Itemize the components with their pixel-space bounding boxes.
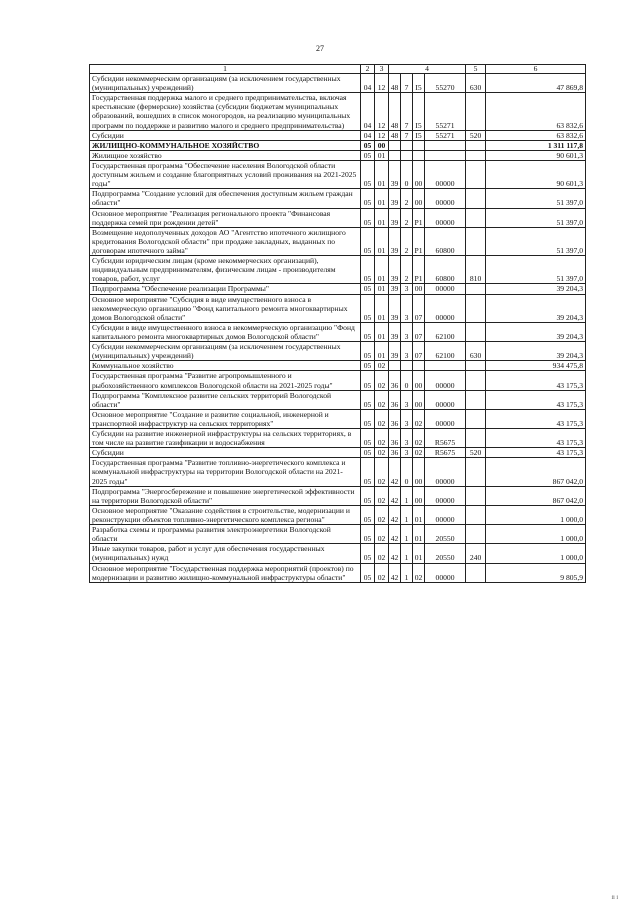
direction-code: 55270 [425,74,466,93]
section-code: 05 [361,284,375,294]
subsection-code: 01 [375,294,389,322]
event-code [413,150,425,160]
event-code: 07 [413,294,425,322]
table-row [90,371,586,390]
subprogram-code: 3 [401,322,413,341]
section-code: 05 [361,486,375,505]
subprogram-code: 3 [401,429,413,448]
expense-type-code: 810 [466,256,486,284]
event-code: 01 [413,505,425,524]
expense-type-code [466,150,486,160]
section-code: 05 [361,294,375,322]
subsection-code: 00 [375,140,389,150]
expense-type-code [466,505,486,524]
program-code: 36 [389,371,401,390]
row-name: Коммунальное хозяйство [90,361,361,371]
row-name: Субсидии некоммерческим организациям (за исключением государственных (муниципальных) учреждений) [90,74,361,93]
subprogram-code: 7 [401,130,413,140]
table-row [90,150,586,160]
subsection-code: 02 [375,544,389,563]
section-code: 05 [361,429,375,448]
program-code: 42 [389,525,401,544]
event-code: 07 [413,322,425,341]
subprogram-code: 3 [401,448,413,458]
row-name: Возмещение недополученных доходов АО "Агентство ипотечного жилищного кредитования Вологодской области" при продаже закладных, выданных по договорам ипотечного займа" [90,227,361,255]
program-code: 36 [389,429,401,448]
section-code: 05 [361,544,375,563]
subprogram-code: 0 [401,458,413,486]
table-row [90,458,586,486]
subsection-code: 02 [375,525,389,544]
subsection-code: 02 [375,563,389,582]
row-name: ЖИЛИЩНО-КОММУНАЛЬНОЕ ХОЗЯЙСТВО [90,140,361,150]
event-code: 02 [413,429,425,448]
program-code: 48 [389,74,401,93]
expense-type-code [466,371,486,390]
program-code: 39 [389,227,401,255]
row-name: Государственная программа "Развитие агропромышленного и рыбохозяйственного комплексов Вологодской области на 2021-2025 годы" [90,371,361,390]
amount: 51 397,0 [486,189,586,208]
program-code: 39 [389,322,401,341]
event-code: I5 [413,93,425,130]
expense-type-code [466,525,486,544]
amount: 90 601,3 [486,160,586,188]
amount: 1 000,0 [486,544,586,563]
amount: 51 397,0 [486,208,586,227]
header-col-2: 2 [361,65,375,74]
expense-type-code: 630 [466,342,486,361]
event-code: 00 [413,160,425,188]
direction-code: 00000 [425,505,466,524]
expense-type-code [466,208,486,227]
row-name: Субсидии некоммерческим организациям (за исключением государственных (муниципальных) учреждений) [90,342,361,361]
expense-type-code [466,390,486,409]
subsection-code: 12 [375,130,389,140]
table-header-row [90,65,586,74]
program-code: 36 [389,409,401,428]
subprogram-code: 1 [401,525,413,544]
direction-code: 00000 [425,458,466,486]
row-name: Иные закупки товаров, работ и услуг для обеспечения государственных (муниципальных) нужд [90,544,361,563]
direction-code: 00000 [425,189,466,208]
table-row [90,93,586,130]
amount: 43 175,3 [486,390,586,409]
subsection-code: 01 [375,256,389,284]
subsection-code: 01 [375,227,389,255]
program-code: 39 [389,208,401,227]
direction-code: 62100 [425,342,466,361]
expense-type-code: 520 [466,130,486,140]
subprogram-code: 3 [401,390,413,409]
program-code: 42 [389,505,401,524]
subprogram-code: 1 [401,563,413,582]
amount: 867 042,0 [486,458,586,486]
event-code: 00 [413,390,425,409]
direction-code: 55271 [425,93,466,130]
event-code: 00 [413,458,425,486]
event-code: 00 [413,284,425,294]
expense-type-code [466,294,486,322]
event-code: P1 [413,227,425,255]
direction-code: 00000 [425,390,466,409]
expense-type-code [466,140,486,150]
subprogram-code [401,150,413,160]
header-col-4: 4 [389,65,466,74]
event-code [413,361,425,371]
expense-type-code [466,486,486,505]
subsection-code: 02 [375,371,389,390]
section-code: 05 [361,150,375,160]
direction-code: R5675 [425,429,466,448]
amount: 51 397,0 [486,227,586,255]
table-row [90,525,586,544]
direction-code [425,150,466,160]
amount: 39 204,3 [486,342,586,361]
table-row [90,544,586,563]
table-row [90,189,586,208]
subprogram-code [401,140,413,150]
program-code: 42 [389,486,401,505]
direction-code: 60800 [425,256,466,284]
amount: 39 204,3 [486,322,586,341]
section-code: 05 [361,189,375,208]
row-name: Основное мероприятие "Субсидия в виде имущественного взноса в некоммерческую организацию "Фонд капитального ремонта многоквартирных домов Вологодской области" [90,294,361,322]
subsection-code: 01 [375,160,389,188]
subsection-code: 02 [375,361,389,371]
section-code: 05 [361,140,375,150]
event-code: 02 [413,448,425,458]
direction-code: 00000 [425,371,466,390]
table-row [90,322,586,341]
subprogram-code: 3 [401,342,413,361]
subprogram-code: 3 [401,294,413,322]
program-code: 39 [389,284,401,294]
event-code: I5 [413,130,425,140]
expense-type-code: 520 [466,448,486,458]
event-code: I5 [413,74,425,93]
subsection-code: 02 [375,448,389,458]
section-code: 05 [361,322,375,341]
header-col-6: 6 [486,65,586,74]
table-row [90,74,586,93]
subprogram-code: 3 [401,284,413,294]
subsection-code: 02 [375,505,389,524]
expense-type-code [466,160,486,188]
table-row [90,342,586,361]
expense-type-code [466,227,486,255]
program-code: 42 [389,544,401,563]
section-code: 05 [361,342,375,361]
program-code: 39 [389,342,401,361]
subprogram-code: 3 [401,409,413,428]
table-row [90,227,586,255]
event-code: 00 [413,486,425,505]
amount: 63 832,6 [486,130,586,140]
row-name: Подпрограмма "Энергосбережение и повышение энергетической эффективности на территории Вологодской области" [90,486,361,505]
section-code: 05 [361,525,375,544]
row-name: Государственная программа "Развитие топливно-энергетического комплекса и коммунальной инфраструктуры на территории Вологодской области на 2021-2025 годы" [90,458,361,486]
amount: 1 000,0 [486,505,586,524]
table-row [90,256,586,284]
direction-code: 00000 [425,486,466,505]
event-code: P1 [413,256,425,284]
row-name: Подпрограмма "Комплексное развитие сельских территорий Вологодской области" [90,390,361,409]
section-code: 05 [361,227,375,255]
amount: 39 204,3 [486,284,586,294]
direction-code: 20550 [425,544,466,563]
event-code: 00 [413,189,425,208]
direction-code: R5675 [425,448,466,458]
subsection-code: 01 [375,322,389,341]
row-name: Субсидии [90,448,361,458]
table-row [90,505,586,524]
direction-code: 62100 [425,322,466,341]
event-code: 01 [413,525,425,544]
amount: 39 204,3 [486,294,586,322]
row-name: Подпрограмма "Создание условий для обеспечения доступным жильем граждан области" [90,189,361,208]
amount: 43 175,3 [486,409,586,428]
table-row [90,409,586,428]
table-row [90,563,586,582]
row-name: Основное мероприятие "Создание и развитие социальной, инженерной и транспортной инфраструктур на сельских территориях" [90,409,361,428]
section-code: 05 [361,160,375,188]
program-code: 36 [389,390,401,409]
subprogram-code: 2 [401,189,413,208]
row-name: Субсидии [90,130,361,140]
section-code: 05 [361,505,375,524]
subsection-code: 02 [375,429,389,448]
expense-type-code [466,361,486,371]
budget-table [89,64,586,583]
program-code [389,361,401,371]
table-row [90,486,586,505]
direction-code: 55271 [425,130,466,140]
row-name: Подпрограмма "Обеспечение реализации Программы" [90,284,361,294]
amount: 90 601,3 [486,150,586,160]
row-name: Разработка схемы и программы развития электроэнергетики Вологодской области [90,525,361,544]
subprogram-code: 7 [401,74,413,93]
subsection-code: 01 [375,150,389,160]
subsection-code: 12 [375,93,389,130]
direction-code [425,361,466,371]
subsection-code: 02 [375,486,389,505]
program-code: 42 [389,563,401,582]
table-row [90,429,586,448]
section-code: 05 [361,563,375,582]
row-name: Субсидии в виде имущественного взноса в некоммерческую организацию "Фонд капитального ремонта многоквартирных домов Вологодской области" [90,322,361,341]
section-code: 05 [361,458,375,486]
section-code: 05 [361,256,375,284]
direction-code: 60800 [425,227,466,255]
amount: 1 000,0 [486,525,586,544]
row-name: Основное мероприятие "Государственная поддержка мероприятий (проектов) по модернизации и развитию жилищно-коммунальной инфраструктуры области" [90,563,361,582]
expense-type-code [466,429,486,448]
direction-code: 00000 [425,284,466,294]
subprogram-code: 2 [401,208,413,227]
subsection-code: 02 [375,409,389,428]
direction-code: 20550 [425,525,466,544]
subsection-code: 01 [375,284,389,294]
program-code: 39 [389,160,401,188]
table-row [90,361,586,371]
event-code [413,140,425,150]
section-code: 05 [361,361,375,371]
event-code: P1 [413,208,425,227]
program-code [389,150,401,160]
row-name: Субсидии на развитие инженерной инфраструктуры на сельских территориях, в том числе на развитие газификации и водоснабжения [90,429,361,448]
subprogram-code: 7 [401,93,413,130]
expense-type-code [466,458,486,486]
event-code: 02 [413,409,425,428]
header-col-1: 1 [90,65,361,74]
subsection-code: 02 [375,458,389,486]
footer-mark: ii i [611,895,618,901]
subprogram-code: 0 [401,371,413,390]
program-code: 36 [389,448,401,458]
direction-code: 00000 [425,294,466,322]
section-code: 05 [361,448,375,458]
direction-code: 00000 [425,160,466,188]
section-code: 04 [361,130,375,140]
subprogram-code: 1 [401,486,413,505]
subprogram-code: 2 [401,256,413,284]
amount: 43 175,3 [486,429,586,448]
expense-type-code [466,409,486,428]
expense-type-code [466,322,486,341]
amount: 1 311 117,8 [486,140,586,150]
event-code: 07 [413,342,425,361]
table-row [90,294,586,322]
subsection-code: 12 [375,74,389,93]
expense-type-code [466,284,486,294]
subprogram-code: 1 [401,505,413,524]
row-name: Субсидии юридическим лицам (кроме некоммерческих организаций), индивидуальным предпринимателям, физическим лицам - производителям товаров, работ, услуг [90,256,361,284]
subprogram-code: 2 [401,227,413,255]
table-row [90,208,586,227]
expense-type-code: 630 [466,74,486,93]
amount: 43 175,3 [486,448,586,458]
event-code: 00 [413,371,425,390]
subsection-code: 01 [375,342,389,361]
section-code: 05 [361,371,375,390]
amount: 934 475,8 [486,361,586,371]
table-row [90,390,586,409]
program-code: 48 [389,130,401,140]
amount: 51 397,0 [486,256,586,284]
expense-type-code [466,189,486,208]
direction-code [425,140,466,150]
direction-code: 00000 [425,409,466,428]
section-code: 05 [361,390,375,409]
subprogram-code: 1 [401,544,413,563]
table-row [90,284,586,294]
amount: 43 175,3 [486,371,586,390]
direction-code: 00000 [425,563,466,582]
table-row [90,160,586,188]
row-name: Государственная программа "Обеспечение населения Вологодской области доступным жильем и создание благоприятных условий проживания на 2021-2025 годы" [90,160,361,188]
amount: 47 869,8 [486,74,586,93]
expense-type-code: 240 [466,544,486,563]
event-code: 01 [413,544,425,563]
subprogram-code [401,361,413,371]
subprogram-code: 0 [401,160,413,188]
header-col-5: 5 [466,65,486,74]
row-name: Основное мероприятие "Оказание содействия в строительстве, модернизации и реконструкции объектов топливно-энергетического комплекса региона" [90,505,361,524]
row-name: Государственная поддержка малого и среднего предпринимательства, включая крестьянские (фермерские) хозяйства (субсидии бюджетам муниципальных образований, вошедших в список моногородов, на реализацию муниципальных программ по поддержке и развитию малого и среднего предпринимательства) [90,93,361,130]
header-col-3: 3 [375,65,389,74]
amount: 9 805,9 [486,563,586,582]
section-code: 04 [361,74,375,93]
section-code: 05 [361,208,375,227]
section-code: 04 [361,93,375,130]
program-code: 42 [389,458,401,486]
subsection-code: 01 [375,208,389,227]
expense-type-code [466,93,486,130]
subsection-code: 01 [375,189,389,208]
subsection-code: 02 [375,390,389,409]
program-code: 39 [389,256,401,284]
table-row [90,130,586,140]
row-name: Жилищное хозяйство [90,150,361,160]
row-name: Основное мероприятие "Реализация регионального проекта "Финансовая поддержка семей при рождении детей" [90,208,361,227]
program-code: 48 [389,93,401,130]
program-code: 39 [389,189,401,208]
program-code [389,140,401,150]
amount: 867 042,0 [486,486,586,505]
section-code: 05 [361,409,375,428]
program-code: 39 [389,294,401,322]
expense-type-code [466,563,486,582]
amount: 63 832,6 [486,93,586,130]
direction-code: 00000 [425,208,466,227]
page-number: 27 [316,44,324,53]
event-code: 02 [413,563,425,582]
table-row [90,448,586,458]
table-row [90,140,586,150]
